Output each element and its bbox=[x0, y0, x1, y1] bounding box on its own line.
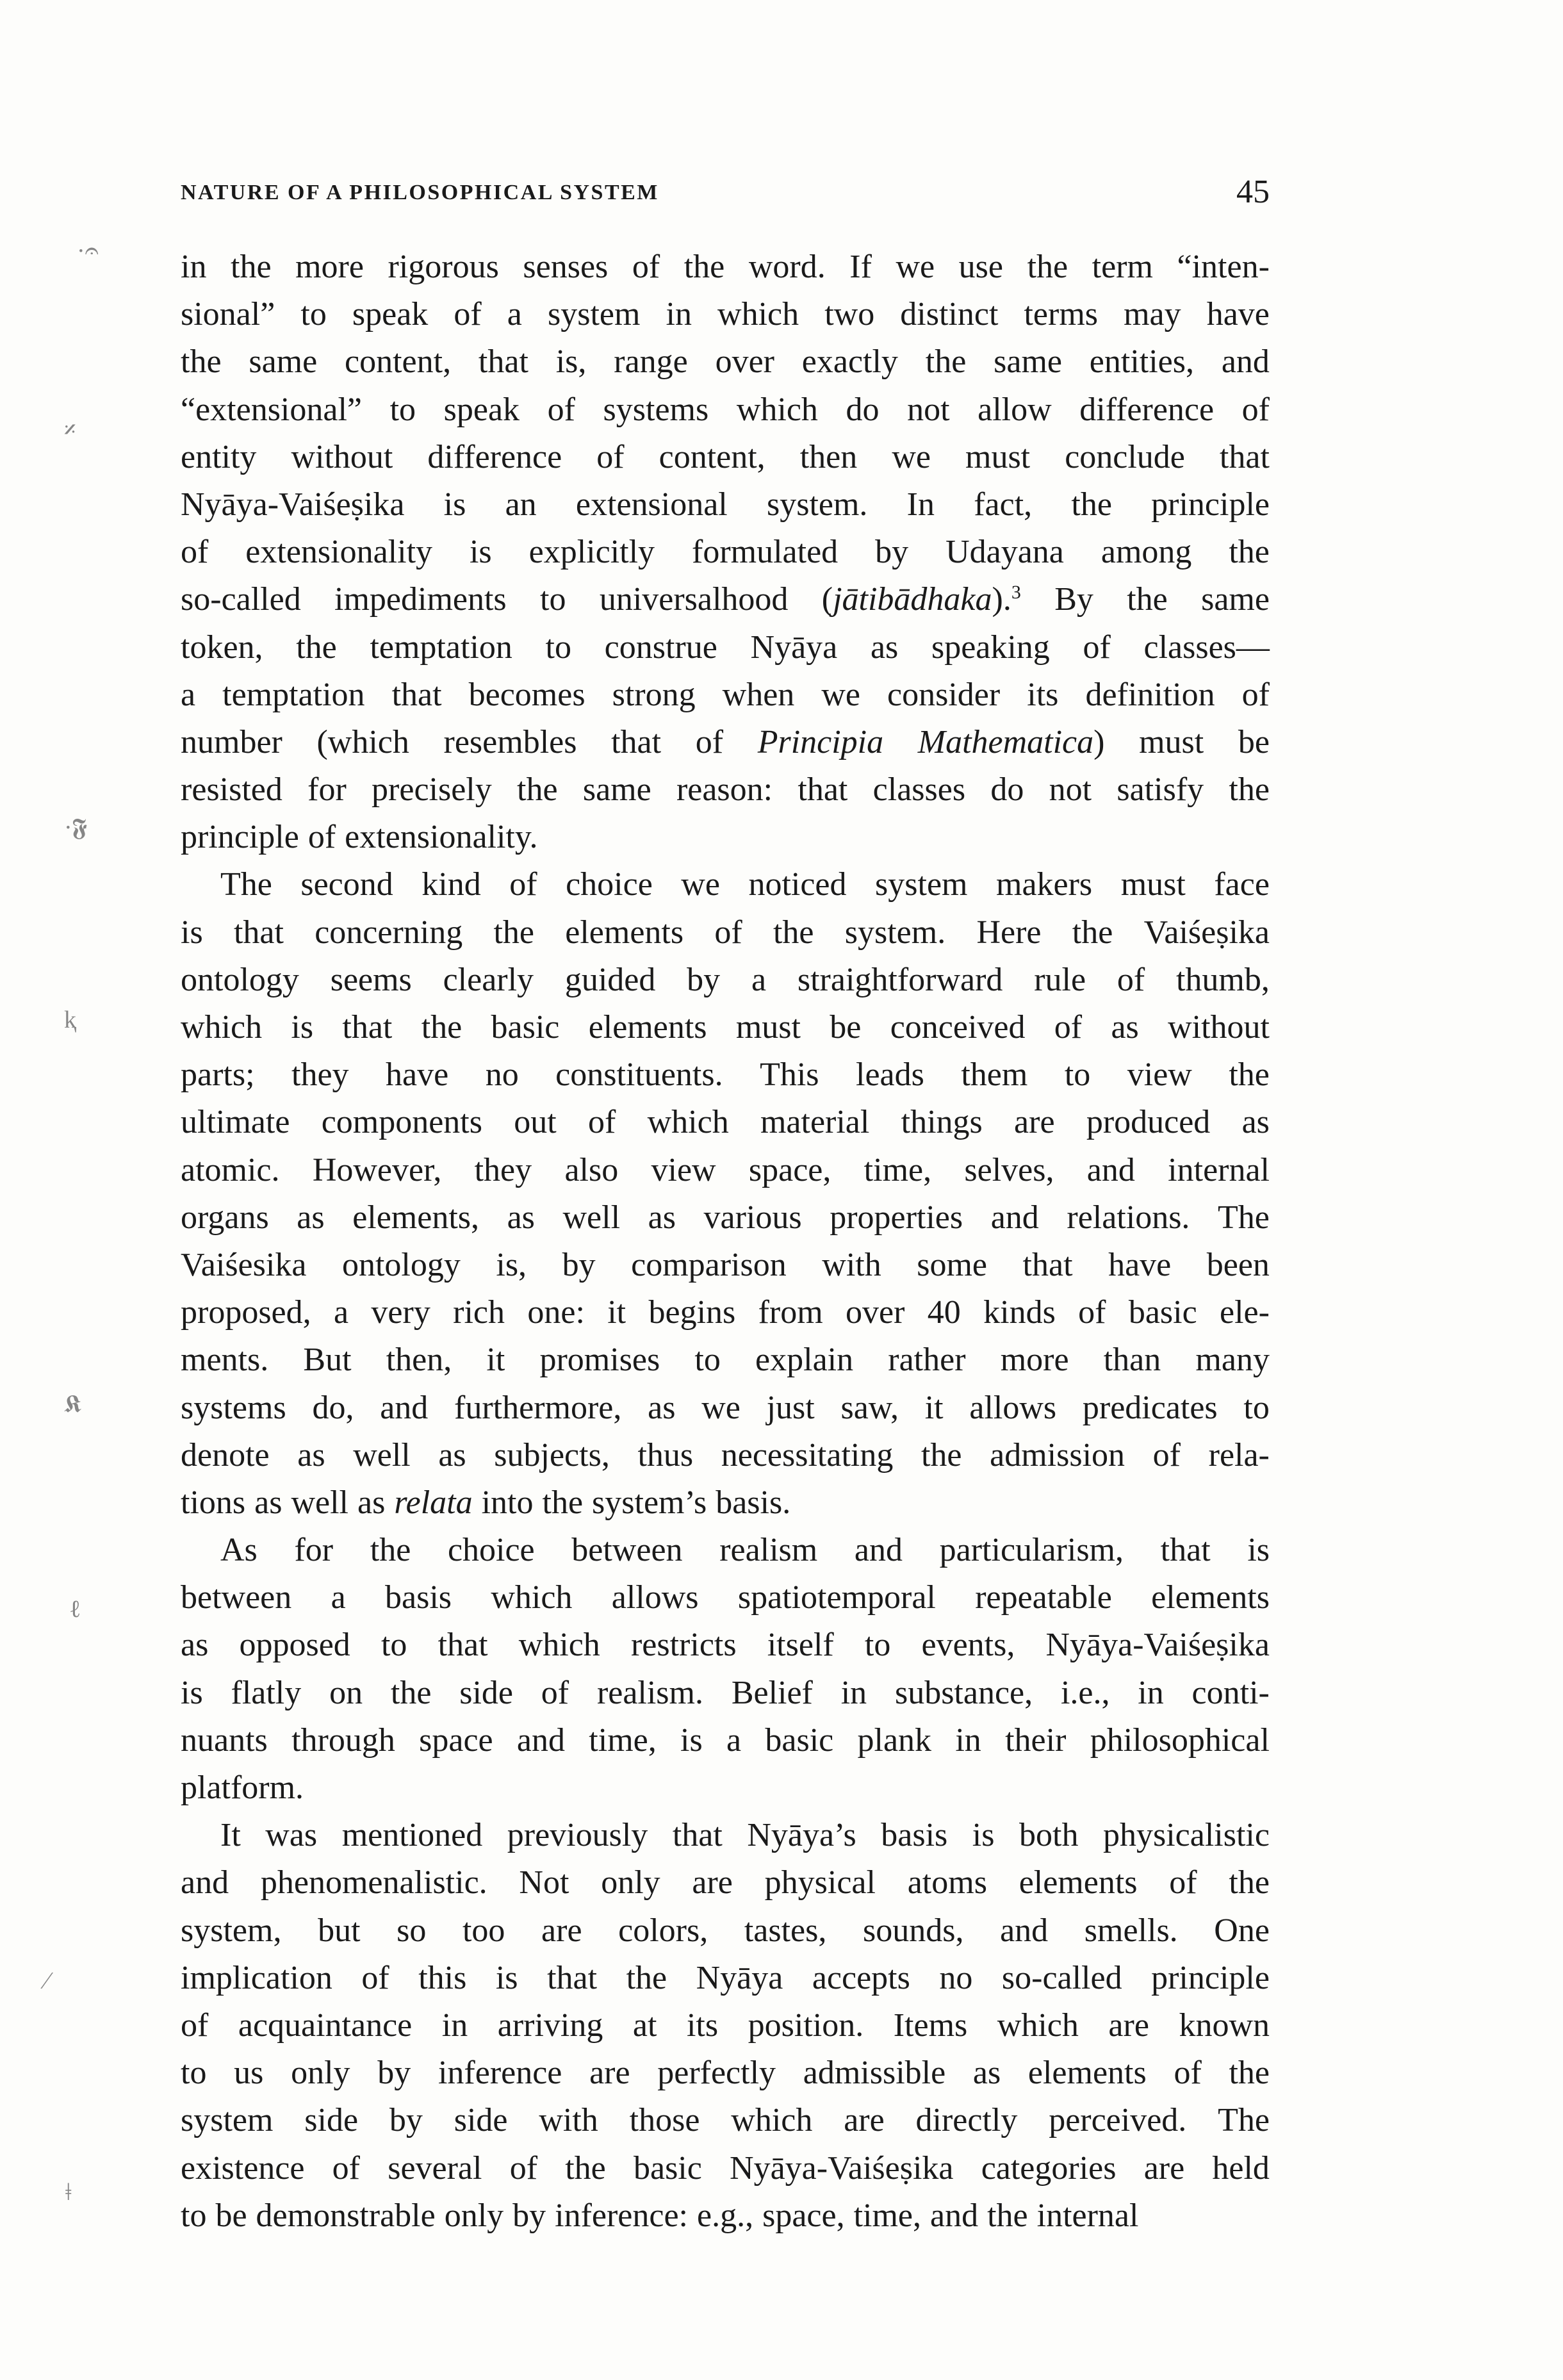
margin-mark: ⁄ bbox=[45, 1967, 49, 1994]
text-line: platform. bbox=[181, 1769, 304, 1806]
running-head: NATURE OF A PHILOSOPHICAL SYSTEM bbox=[181, 181, 659, 204]
text-line: nuants through space and time, is a basic plank in their philosophical bbox=[181, 1721, 1270, 1759]
text-line: is that concerning the elements of the system. Here the Vaiśeṣika bbox=[181, 914, 1270, 951]
text-line: implication of this is that the Nyāya accepts no so-called principle bbox=[181, 1959, 1270, 1996]
text-line: system, but so too are colors, tastes, sounds, and smells. One bbox=[181, 1912, 1270, 1949]
text-line: which is that the basic elements must be conceived of as without bbox=[181, 1009, 1270, 1046]
text-line: and phenomenalistic. Not only are physical atoms elements of the bbox=[181, 1864, 1270, 1901]
text-line: proposed, a very rich one: it begins from over 40 kinds of basic ele- bbox=[181, 1294, 1270, 1331]
text-line: parts; they have no constituents. This leads them to view the bbox=[181, 1056, 1270, 1094]
text-line: so-called impediments to universalhood (jātibādhaka).$^3$ By the same bbox=[181, 581, 1270, 618]
margin-mark: ·𝕱 bbox=[64, 814, 87, 841]
text-line: resisted for precisely the same reason: that classes do not satisfy the bbox=[181, 771, 1270, 808]
text-line: atomic. However, they also view space, time, selves, and internal bbox=[181, 1151, 1270, 1188]
text-line: number (which resembles that of Principia Mathematica) must be bbox=[181, 723, 1270, 760]
text-line: systems do, and furthermore, as we just saw, it allows predicates to bbox=[181, 1389, 1270, 1426]
paragraph bbox=[181, 243, 1270, 861]
margin-mark: 𝄎 bbox=[64, 417, 76, 444]
text-line: tions as well as relata into the system’s basis. bbox=[181, 1484, 791, 1521]
text-line: the same content, that is, range over exactly the same entities, and bbox=[181, 343, 1270, 381]
page-header bbox=[181, 173, 1270, 218]
text-line: Vaiśesika ontology is, by comparison with some that have been bbox=[181, 1246, 1270, 1283]
text-line: to us only by inference are perfectly admissible as elements of the bbox=[181, 2055, 1270, 2092]
text-line: ultimate components out of which material things are produced as bbox=[181, 1104, 1270, 1141]
margin-mark: ⱪ bbox=[64, 1006, 76, 1033]
text-line: It was mentioned previously that Nyāya’s basis is both physicalistic bbox=[220, 1817, 1270, 1854]
margin-mark: ℓ bbox=[69, 1596, 81, 1623]
text-line: The second kind of choice we noticed system makers must face bbox=[220, 866, 1270, 903]
text-line: Nyāya-Vaiśeṣika is an extensional system. In fact, the principle bbox=[181, 486, 1270, 523]
text-line: ments. But then, it promises to explain rather more than many bbox=[181, 1342, 1270, 1379]
text-line: “extensional” to speak of systems which do not allow difference of bbox=[181, 391, 1270, 428]
text-line: token, the temptation to construe Nyāya as speaking of classes— bbox=[181, 628, 1270, 666]
text-line: denote as well as subjects, thus necessitating the admission of rela- bbox=[181, 1436, 1270, 1473]
margin-mark: ǂ bbox=[65, 2179, 72, 2206]
text-line: as opposed to that which restricts itself to events, Nyāya-Vaiśeṣika bbox=[181, 1627, 1270, 1664]
margin-mark: 𝕶 bbox=[64, 1391, 82, 1418]
text-line: of extensionality is explicitly formulated by Udayana among the bbox=[181, 534, 1270, 571]
margin-mark: ·𝄐 bbox=[77, 238, 99, 265]
text-line: entity without difference of content, then we must conclude that bbox=[181, 438, 1270, 475]
paragraph bbox=[181, 861, 1270, 1527]
text-line: principle of extensionality. bbox=[181, 819, 538, 856]
paragraph bbox=[181, 1527, 1270, 1812]
text-line: in the more rigorous senses of the word. If we use the term “inten- bbox=[181, 249, 1270, 285]
body-text bbox=[181, 243, 1270, 2240]
text-line: a temptation that becomes strong when we consider its definition of bbox=[181, 676, 1270, 713]
text-line: between a basis which allows spatiotemporal repeatable elements bbox=[181, 1579, 1270, 1616]
text-line: is flatly on the side of realism. Belief in substance, i.e., in conti- bbox=[181, 1674, 1270, 1711]
text-line: ontology seems clearly guided by a straightforward rule of thumb, bbox=[181, 961, 1270, 998]
text-line: system side by side with those which are directly perceived. The bbox=[181, 2102, 1270, 2139]
text-line: to be demonstrable only by inference: e.g., space, time, and the internal bbox=[181, 2197, 1139, 2234]
text-line: organs as elements, as well as various properties and relations. The bbox=[181, 1199, 1270, 1236]
page-number: 45 bbox=[1236, 174, 1270, 210]
text-line: As for the choice between realism and particularism, that is bbox=[220, 1532, 1270, 1569]
text-line: sional” to speak of a system in which two distinct terms may have bbox=[181, 296, 1270, 333]
text-line: existence of several of the basic Nyāya-Vaiśeṣika categories are held bbox=[181, 2149, 1270, 2187]
paragraph bbox=[181, 1812, 1270, 2240]
text-line: of acquaintance in arriving at its position. Items which are known bbox=[181, 2007, 1270, 2044]
